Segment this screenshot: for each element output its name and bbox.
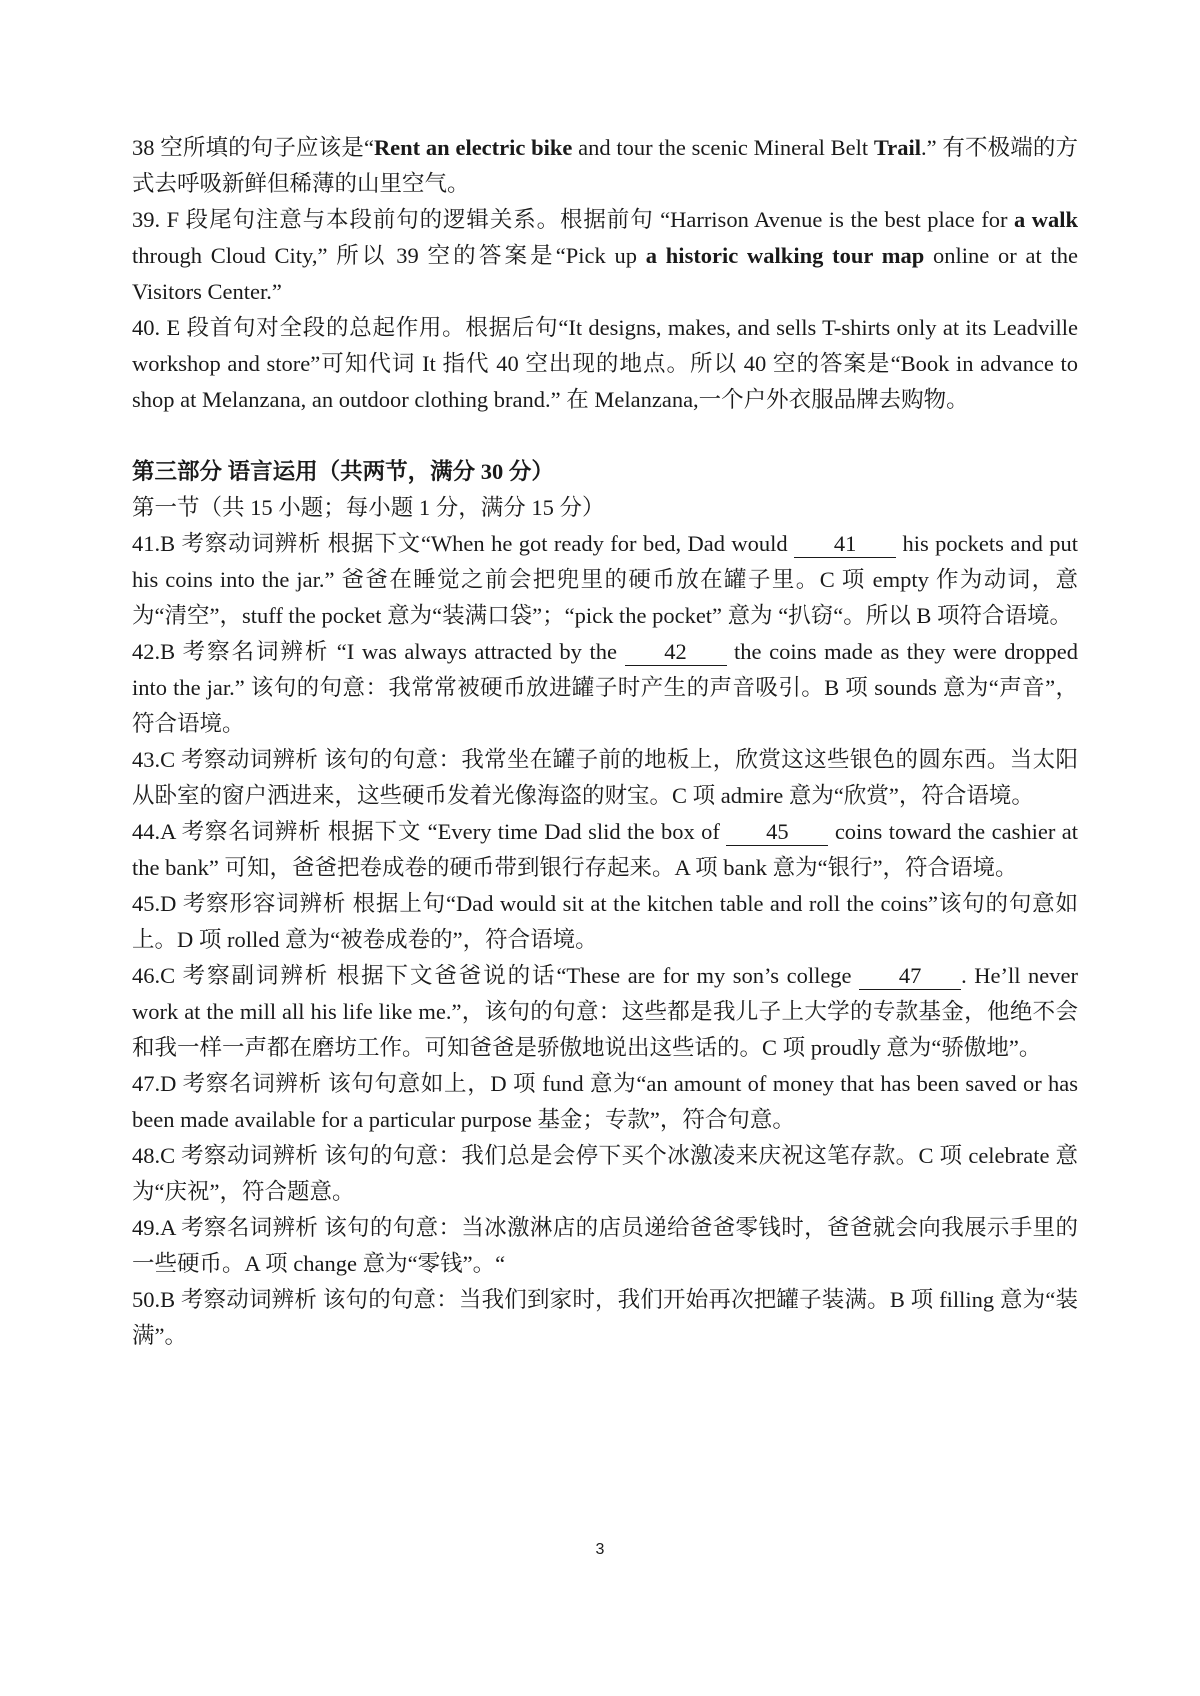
answer-39: [132, 202, 1078, 310]
answer-41-blank: 41: [794, 531, 896, 558]
answer-38-bold-2: Trail: [873, 135, 921, 160]
answer-50: 50.B 考察动词辨析 该句的句意：当我们到家时，我们开始再次把罐子装满。B 项 filling 意为“装满”。: [132, 1287, 1078, 1348]
answer-44: [132, 814, 1078, 886]
answer-38: [132, 130, 1078, 202]
answer-46-blank: 47: [859, 963, 961, 990]
section-spacer: [132, 418, 1078, 454]
answer-43: 43.C 考察动词辨析 该句的句意：我常坐在罐子前的地板上，欣赏这这些银色的圆东西。当太阳从卧室的窗户洒进来，这些硬币发着光像海盗的财宝。C 项 admire 意为“欣赏”，符合语境。: [132, 747, 1078, 808]
section-subtitle: 第一节（共 15 小题；每小题 1 分，满分 15 分）: [132, 495, 605, 520]
answer-38-text-3: .” 有不极端的方式去呼吸新鲜但稀薄的山里空气。: [132, 135, 1078, 196]
answer-44-text-2: coins toward the cashier at the bank” 可知，爸爸把卷成卷的硬币带到银行存起来。A 项 bank 意为“银行”，符合语境。: [132, 819, 1078, 880]
answer-39-text-3: online or at the Visitors Center.”: [132, 243, 1078, 304]
page-number: 3: [595, 1541, 605, 1558]
page-content: [132, 130, 1078, 1354]
answer-48: 48.C 考察动词辨析 该句的句意：我们总是会停下买个冰激凌来庆祝这笔存款。C 项 celebrate 意为“庆祝”，符合题意。: [132, 1143, 1078, 1204]
section-title: 第三部分 语言运用（共两节，满分 30 分）: [132, 459, 554, 484]
answer-42-blank: 42: [625, 639, 727, 666]
answer-41-text-1: 41.B 考察动词辨析 根据下文“When he got ready for bed, Dad would: [132, 531, 795, 556]
answer-42-text-2: the coins made as they were dropped into the jar.” 该句的句意：我常常被硬币放进罐子时产生的声音吸引。B 项 sounds 意为“声音”，符合语境。: [132, 639, 1078, 736]
answer-42: [132, 634, 1078, 742]
answer-38-bold-1: Rent an electric bike: [373, 135, 573, 160]
answer-39-text-1: 39. F 段尾句注意与本段前句的逻辑关系。根据前句 “Harrison Avenue is the best place for: [132, 207, 1014, 232]
answer-41-text-2: his pockets and put his coins into the jar.” 爸爸在睡觉之前会把兜里的硬币放在罐子里。C 项 empty 作为动词，意为“清空”，stuff the pocket 意为“装满口袋”；“pick the pocket” 意为 “扒窃“。所以 B 项符合语境。: [132, 531, 1078, 628]
answer-46-text-1: 46.C 考察副词辨析 根据下文爸爸说的话“These are for my son’s college: [132, 963, 860, 988]
answer-44-text-1: 44.A 考察名词辨析 根据下文 “Every time Dad slid the box of: [132, 819, 727, 844]
answer-46-text-2: . He’ll never work at the mill all his life like me.”，该句的句意：这些都是我儿子上大学的专款基金，他绝不会和我一样一声都在磨坊工作。可知爸爸是骄傲地说出这些话的。C 项 proudly 意为“骄傲地”。: [132, 963, 1078, 1060]
answer-38-text-2: and tour the scenic Mineral Belt: [572, 135, 874, 160]
answer-40: 40. E 段首句对全段的总起作用。根据后句“It designs, makes, and sells T-shirts only at its Leadville workshop and store”可知代词 It 指代 40 空出现的地点。所以 40 空的答案是“Book in advance to shop at Melanzana, an outdoor clothing brand.” 在 Melanzana,一个户外衣服品牌去购物。: [132, 315, 1078, 412]
answer-49: 49.A 考察名词辨析 该句的句意：当冰激淋店的店员递给爸爸零钱时，爸爸就会向我展示手里的一些硬币。A 项 change 意为“零钱”。“: [132, 1215, 1078, 1276]
answer-45: 45.D 考察形容词辨析 根据上句“Dad would sit at the kitchen table and roll the coins”该句的句意如上。D 项 rolled 意为“被卷成卷的”，符合语境。: [132, 891, 1078, 952]
answer-39-bold-1: a walk: [1013, 207, 1079, 232]
answer-44-blank: 45: [726, 819, 828, 846]
answer-41: [132, 526, 1078, 634]
answer-46: [132, 958, 1078, 1066]
answer-42-text-1: 42.B 考察名词辨析 “I was always attracted by the: [132, 639, 625, 664]
answer-47: 47.D 考察名词辨析 该句句意如上，D 项 fund 意为“an amount of money that has been saved or has been made available for a particular purpose 基金；专款”，符合句意。: [132, 1071, 1078, 1132]
answer-38-text-1: 38 空所填的句子应该是“: [132, 135, 374, 160]
answer-39-text-2: through Cloud City,” 所以 39 空的答案是“Pick up: [132, 243, 646, 268]
answer-39-bold-2: a historic walking tour map: [645, 243, 925, 268]
